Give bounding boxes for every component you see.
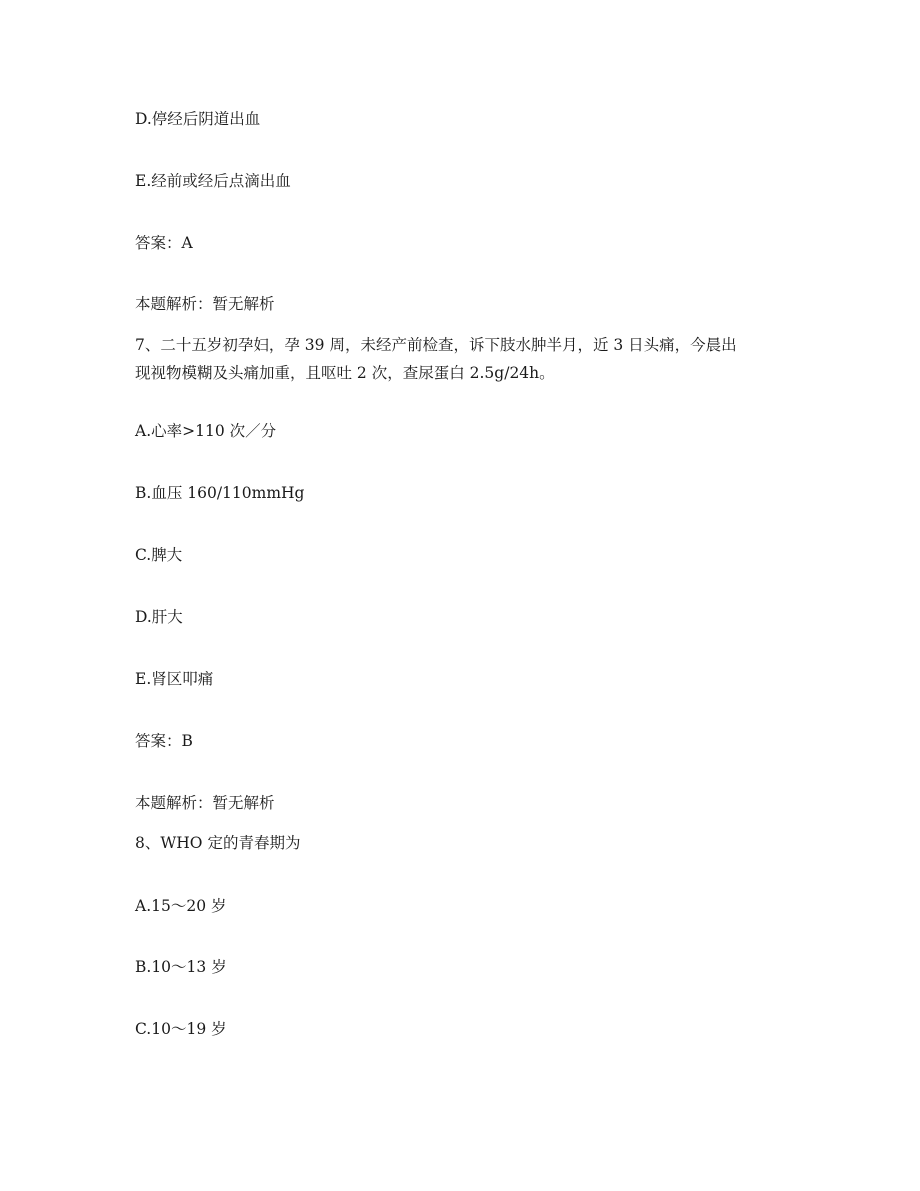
q7-answer: 答案：B [135, 732, 193, 750]
q8-option-a: A.15～20 岁 [135, 897, 227, 915]
q7-option-b: B.血压 160/110mmHg [135, 484, 305, 502]
q7-option-a: A.心率>110 次／分 [135, 422, 277, 440]
q8-option-b: B.10～13 岁 [135, 958, 227, 976]
q8-stem: 8、WHO 定的青春期为 [135, 834, 301, 852]
q7-stem-line-2: 现视物模糊及头痛加重，且呕吐 2 次，查尿蛋白 2.5g/24h。 [135, 364, 555, 382]
q7-analysis: 本题解析：暂无解析 [135, 794, 275, 812]
q8-option-c: C.10～19 岁 [135, 1020, 227, 1038]
q7-stem-line-1: 7、二十五岁初孕妇，孕 39 周，未经产前检查，诉下肢水肿半月，近 3 日头痛，今晨出 [135, 336, 737, 354]
q6-option-e: E.经前或经后点滴出血 [135, 172, 291, 190]
q6-answer: 答案：A [135, 234, 193, 252]
q7-option-c: C.脾大 [135, 546, 183, 564]
q7-option-e: E.肾区叩痛 [135, 670, 214, 688]
q7-option-d: D.肝大 [135, 608, 183, 626]
q6-analysis: 本题解析：暂无解析 [135, 295, 275, 313]
q6-option-d: D.停经后阴道出血 [135, 110, 261, 128]
q7-stem [135, 331, 785, 387]
